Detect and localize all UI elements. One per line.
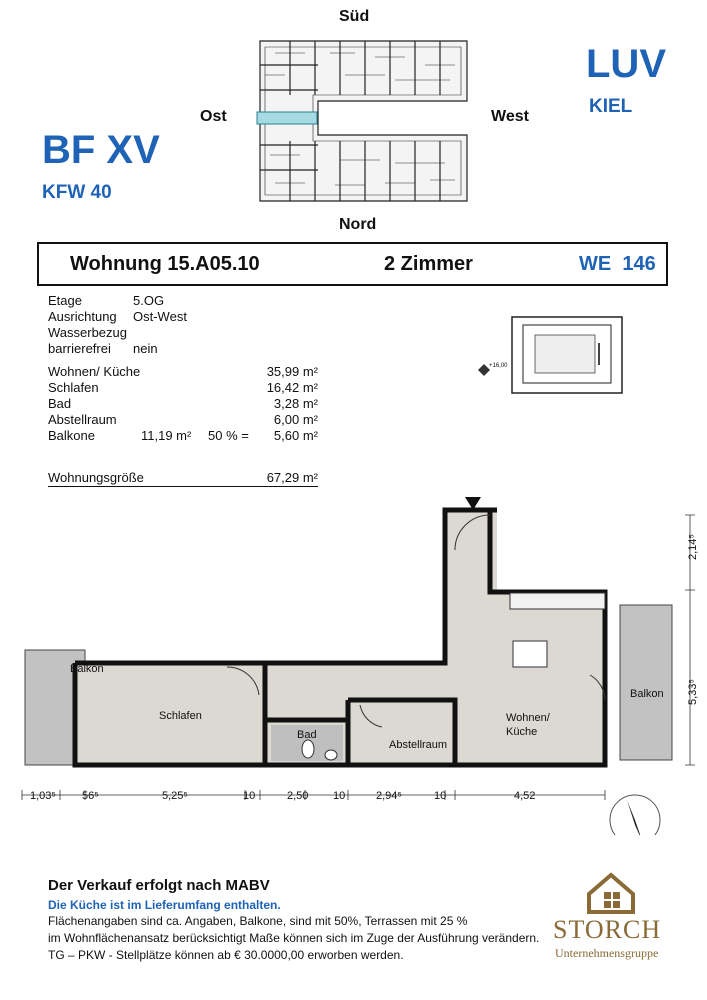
detail-value: 5.OG	[133, 293, 165, 308]
area-label: Abstellraum	[48, 412, 117, 427]
unit-rooms: 2 Zimmer	[384, 253, 473, 275]
brand-city: KIEL	[589, 96, 633, 117]
area-value: 16,42 m²	[266, 380, 318, 395]
compass-north: Nord	[339, 216, 377, 233]
detail-row	[48, 293, 187, 309]
north-arrow	[610, 795, 660, 835]
dim-right-1: 2,14⁵	[687, 534, 699, 560]
area-value: 6,00 m²	[273, 412, 318, 427]
dim-6: 10	[333, 790, 346, 802]
detail-label: barrierefrei	[48, 341, 111, 356]
storch-subtitle: Unternehmensgruppe	[555, 946, 659, 960]
compass-south: Süd	[339, 8, 370, 25]
room-schlafen: Schlafen	[159, 710, 202, 722]
dim-5: 2,50	[287, 790, 309, 802]
area-row	[48, 380, 318, 396]
washbasin	[325, 750, 337, 760]
balcony-value: 5,60 m²	[273, 428, 318, 443]
area-value: 35,99 m²	[266, 364, 318, 379]
unit-highlight	[257, 112, 317, 124]
footer-title: Der Verkauf erfolgt nach MABV	[48, 877, 270, 894]
area-row	[48, 396, 318, 412]
room-balkon-left: Balkon	[70, 663, 104, 675]
level-label: +16,00	[489, 363, 508, 369]
balcony-label: Balkone	[48, 428, 95, 443]
balcony-right	[620, 605, 672, 760]
area-label: Bad	[48, 396, 72, 411]
area-label: Wohnen/ Küche	[48, 364, 141, 379]
area-row	[48, 412, 318, 428]
project-title: BF XV	[42, 128, 160, 172]
footer-line3: TG – PKW - Stellplätze können ab € 30.0000,00 erworben werden.	[48, 948, 404, 962]
dim-7: 2,94⁵	[376, 790, 402, 802]
unit-we: WE 146	[579, 253, 656, 275]
brand-logo: LUV	[586, 42, 666, 86]
storch-logo: STORCH	[553, 915, 662, 944]
compass-east: Ost	[200, 108, 227, 125]
area-table	[48, 364, 318, 444]
energy-standard: KFW 40	[42, 182, 112, 203]
balcony-row	[48, 428, 318, 444]
toilet	[302, 740, 314, 758]
balcony-factor: 50 % =	[208, 428, 249, 443]
detail-label: Ausrichtung	[48, 309, 117, 324]
footer-line2: im Wohnflächenansatz berücksichtigt Maße können sich im Zuge der Ausführung verändern.	[48, 931, 540, 945]
total-label: Wohnungsgröße	[48, 470, 144, 485]
detail-row	[48, 309, 187, 325]
area-value: 3,28 m²	[273, 396, 318, 411]
detail-row	[48, 325, 187, 341]
detail-label: Wasserbezug	[48, 325, 127, 340]
total-value: 67,29 m²	[266, 470, 318, 485]
dim-3: 5,25⁵	[162, 790, 188, 802]
room-bad: Bad	[297, 729, 317, 741]
kitchen-island	[513, 641, 547, 667]
detail-row	[48, 341, 187, 357]
room-abstellraum: Abstellraum	[389, 739, 448, 751]
core-key-plan	[475, 315, 625, 395]
dim-4: 10	[243, 790, 256, 802]
kitchen-counter	[510, 593, 605, 609]
storch-house-icon	[586, 872, 636, 914]
room-wohnen: Wohnen/	[506, 712, 550, 724]
area-row	[48, 364, 318, 380]
total-row	[48, 470, 318, 487]
room-kueche: Küche	[506, 726, 538, 738]
dim-9: 4,52	[514, 790, 536, 802]
compass-west: West	[491, 108, 529, 125]
detail-label: Etage	[48, 293, 82, 308]
unit-details	[48, 293, 187, 357]
footer-kitchen: Die Küche ist im Lieferumfang enthalten.	[48, 898, 281, 912]
dim-1: 1,03⁵	[30, 790, 56, 802]
area-label: Schlafen	[48, 380, 99, 395]
dim-8: 10	[434, 790, 447, 802]
footer-line1: Flächenangaben sind ca. Angaben, Balkone, sind mit 50%, Terrassen mit 25 %	[48, 914, 468, 928]
room-balkon-right: Balkon	[630, 688, 664, 700]
balcony-gross: 11,19 m²	[141, 428, 192, 443]
floor-plan	[15, 495, 695, 835]
dim-right-2: 5,33⁵	[687, 679, 699, 705]
detail-value: nein	[133, 341, 158, 356]
unit-name: Wohnung 15.A05.10	[70, 253, 260, 275]
building-key-plan	[245, 35, 475, 210]
dim-2: 56⁵	[82, 790, 99, 802]
detail-value: Ost-West	[133, 309, 187, 324]
